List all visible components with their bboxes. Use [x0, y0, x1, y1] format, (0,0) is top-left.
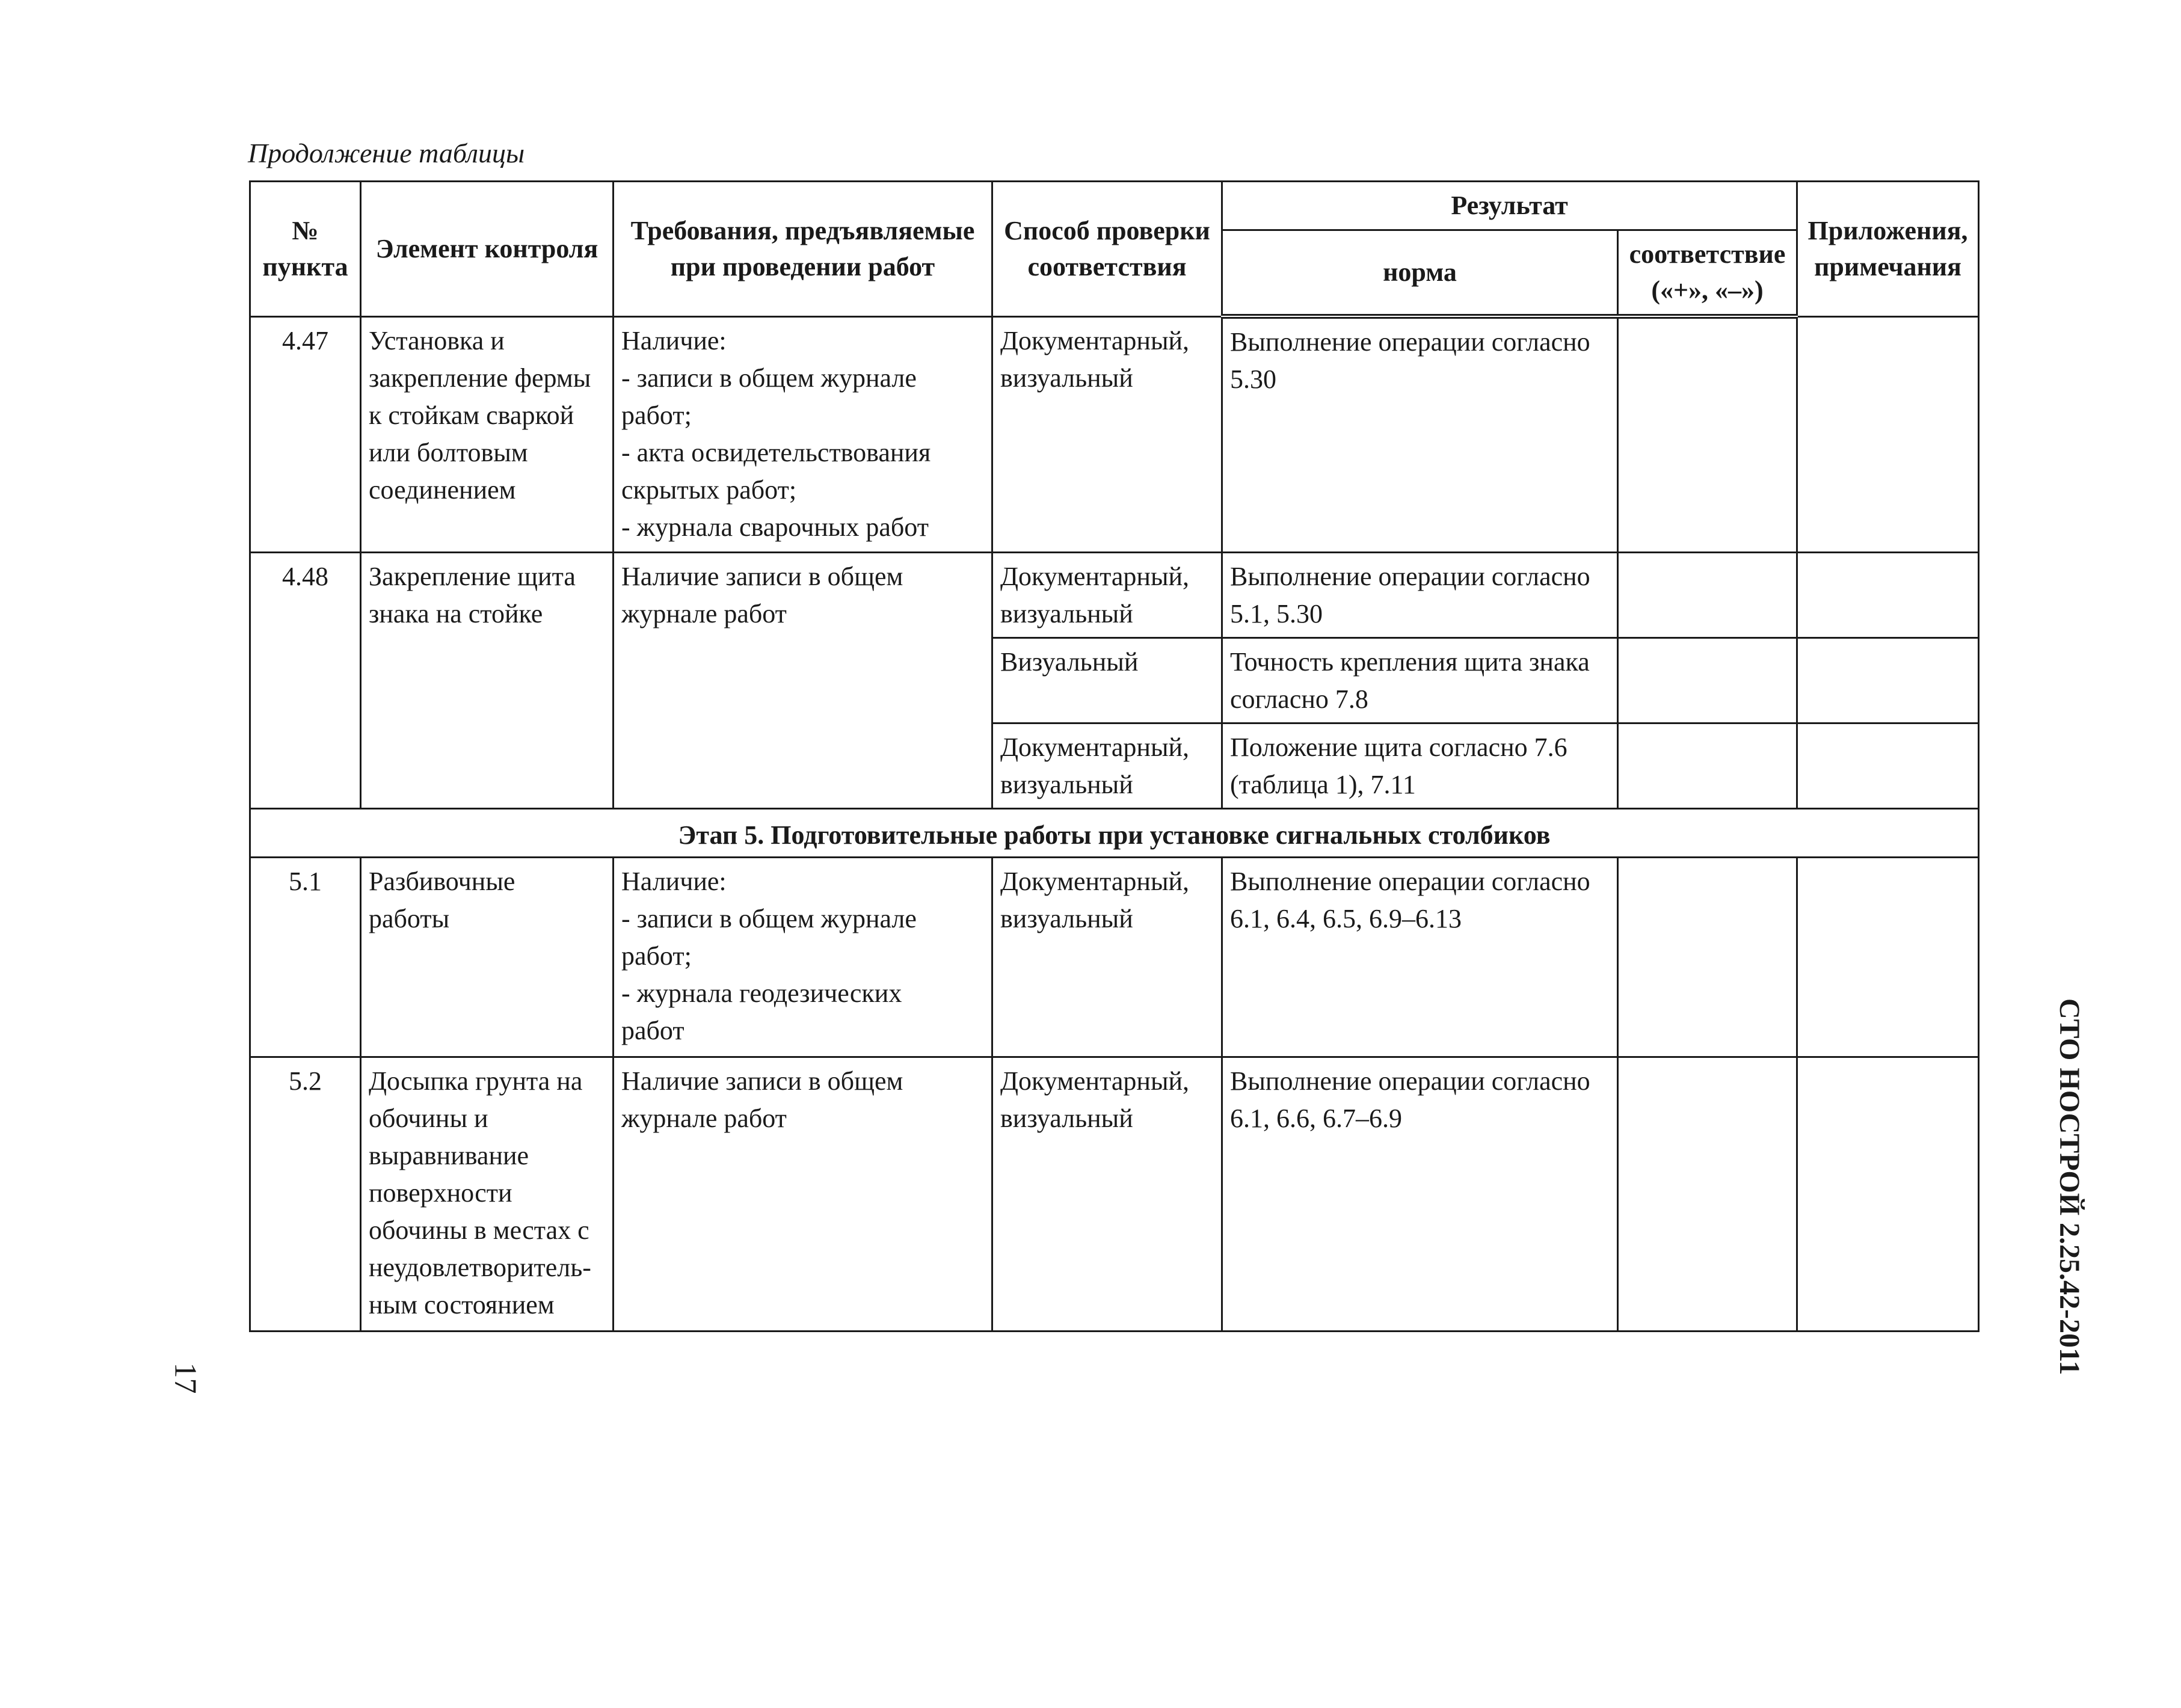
- row-requirements: Наличие: - записи в общем журнале работ; - журнала геодезических работ: [614, 857, 992, 1057]
- row-element: Установка и закрепление фермы к стойкам сваркой или болтовым соединением: [361, 316, 614, 552]
- row-element: Досыпка грунта на обочины и выравнивание поверхности обочины в местах с неудовлетворитель- ным состоянием: [361, 1057, 614, 1331]
- row-num: 4.47: [250, 316, 361, 552]
- row-method: Документарный, визуальный: [992, 857, 1222, 1057]
- row-notes: [1797, 637, 1979, 723]
- header-result: Результат: [1222, 182, 1797, 230]
- header-element: Элемент контроля: [361, 182, 614, 317]
- row-norm: Выполнение операции согласно 5.30: [1222, 316, 1618, 552]
- stage-heading: Этап 5. Подготовительные работы при установке сигнальных столбиков: [250, 808, 1979, 857]
- row-norm: Положение щита согласно 7.6 (таблица 1), 7.11: [1222, 723, 1618, 808]
- row-norm: Точность крепления щита знака согласно 7.8: [1222, 637, 1618, 723]
- table-row: [250, 552, 1979, 637]
- header-num: № пункта: [250, 182, 361, 317]
- row-conformity: [1618, 1057, 1797, 1331]
- table-row: [250, 857, 1979, 1057]
- header-notes: Приложения, примечания: [1797, 182, 1979, 317]
- header-norm: норма: [1222, 230, 1618, 317]
- row-method: Документарный, визуальный: [992, 1057, 1222, 1331]
- row-method: Документарный, визуальный: [992, 723, 1222, 808]
- header-requirements: Требования, предъявляемые при проведении работ: [614, 182, 992, 317]
- row-conformity: [1618, 316, 1797, 552]
- row-conformity: [1618, 723, 1797, 808]
- row-notes: [1797, 552, 1979, 637]
- row-notes: [1797, 723, 1979, 808]
- header-method: Способ проверки соответствия: [992, 182, 1222, 317]
- table-row: [250, 808, 1979, 857]
- row-num: 5.1: [250, 857, 361, 1057]
- row-requirements: Наличие записи в общем журнале работ: [614, 1057, 992, 1331]
- table-row: [250, 1057, 1979, 1331]
- table-caption: Продолжение таблицы: [248, 138, 525, 168]
- header-conformity: соответствие («+», «–»): [1618, 230, 1797, 317]
- row-requirements: Наличие: - записи в общем журнале работ; - акта освидетельствования скрытых работ; - журнала сварочных работ: [614, 316, 992, 552]
- row-num: 5.2: [250, 1057, 361, 1331]
- row-notes: [1797, 316, 1979, 552]
- row-norm: Выполнение операции согласно 6.1, 6.4, 6.5, 6.9–6.13: [1222, 857, 1618, 1057]
- row-conformity: [1618, 637, 1797, 723]
- row-num: 4.48: [250, 552, 361, 808]
- row-norm: Выполнение операции согласно 6.1, 6.6, 6.7–6.9: [1222, 1057, 1618, 1331]
- row-method: Документарный, визуальный: [992, 552, 1222, 637]
- row-norm: Выполнение операции согласно 5.1, 5.30: [1222, 552, 1618, 637]
- row-element: Разбивочные работы: [361, 857, 614, 1057]
- row-notes: [1797, 857, 1979, 1057]
- page-number: 17: [168, 1362, 203, 1394]
- row-element: Закрепление щита знака на стойке: [361, 552, 614, 808]
- document-code: СТО НОСТРОЙ 2.25.42-2011: [2053, 998, 2085, 1375]
- table-row: [250, 316, 1979, 552]
- row-requirements: Наличие записи в общем журнале работ: [614, 552, 992, 808]
- row-conformity: [1618, 857, 1797, 1057]
- row-method: Документарный, визуальный: [992, 316, 1222, 552]
- row-notes: [1797, 1057, 1979, 1331]
- control-table: [249, 180, 1980, 1332]
- row-method: Визуальный: [992, 637, 1222, 723]
- row-conformity: [1618, 552, 1797, 637]
